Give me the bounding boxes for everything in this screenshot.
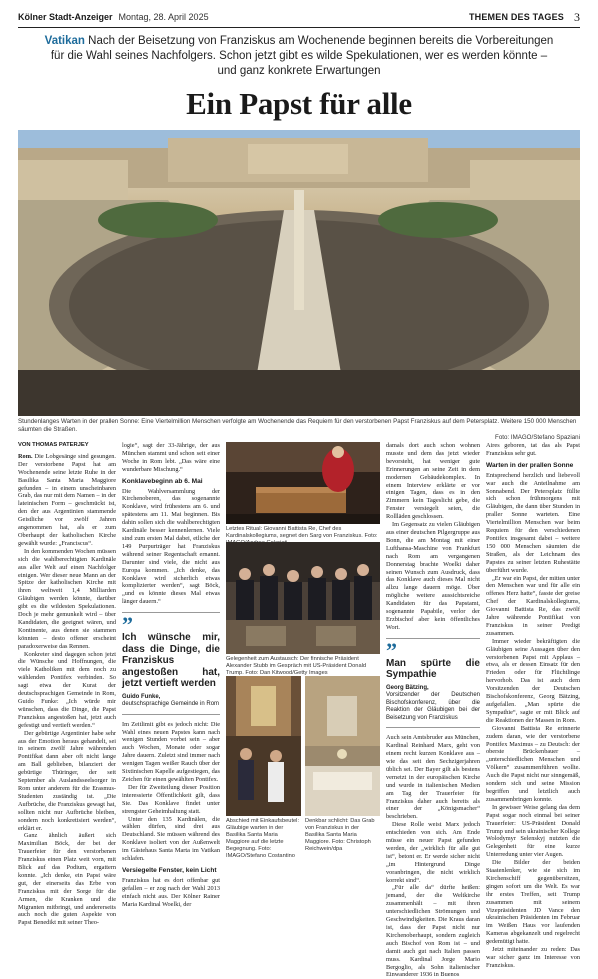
photo-credit: Foto: IMAGO/Stefano Costantino bbox=[226, 846, 295, 859]
photo-caption bbox=[226, 818, 301, 860]
column-5 bbox=[486, 442, 580, 970]
pull-quote bbox=[386, 638, 480, 729]
page-number: 3 bbox=[574, 9, 580, 24]
subhead: Versiegelte Fenster, kein Licht bbox=[122, 866, 217, 874]
paragraph: Der gebürtige Argentinier habe sehr aus der Emotion heraus gehandelt, sei in seinem zwölf Jahre währenden Pontifikat dann aber oft nicht lange am Ball geblieben, bilanziert der gebürtige Thüringer, der seit September als Auslandsseelsorger in Rom unter anderem für die Erasmus-Studenten zuständig ist. „Die Aufbrüche, die Franziskus gewagt hat, sollten nicht nur Aufbrüche bleiben, sondern noch konkretisiert werden“, erklärt er. bbox=[18, 729, 116, 832]
quote-text: Ich wünsche mir, dass die Dinge, die Franziskus angestoßen hat, jetzt vertieft werden bbox=[122, 632, 220, 690]
paragraph: In gewisser Weise gelang das dem Papst sogar noch einmal bei seiner Trauerfeier: US-Präsident Donald Trump und sein ukrainischer Kollege Wolodymyr Selenskyj nutzten die Gelegenheit für eine kurze Unterredung unter vier Augen. bbox=[486, 803, 580, 859]
paragraph: In den kommenden Wochen müssen sich die wahlberechtigten Kardinäle aus aller Welt auf einen Nachfolger einigen. Wer dieser neue Mann an der Spitze der katholischen Kirche mit ihren weltweit 1,4 Milliarden Gläubigen werden könnte, darüber gibt es die wildesten Spekulationen. Doch je mehr gemunkelt wird – über Kandidaten, die geeignet wären, und Kontinente, aus denen sie stammen könnten – desto offener erscheint paradoxerweise das Rennen. bbox=[18, 547, 116, 650]
quote-source bbox=[386, 685, 480, 723]
photo-trump-stubb bbox=[226, 542, 380, 654]
paragraph: Unter den 135 Kardinälen, die wählen dürfen, sind drei aus Deutschland. Sie müssen während des Konklave isoliert von der Außenwelt im Gästehaus Santa Marta im Vatikan schlafen. bbox=[122, 815, 220, 863]
quote-mark-icon: ” bbox=[386, 637, 397, 663]
kicker-text: Nach der Beisetzung von Franziskus am Wochenende beginnen bereits die Vorbereitungen für die Wahl seines Nachfolgers. Schon jetzt gibt es wilde Spekulationen, wer es werden könnte – und ganz konkrete Erwartungen bbox=[50, 35, 554, 77]
paragraph: Ganz ähnlich äußert sich Maximilian Böck, der bei der Trauerfeier für den verstorbenen Franziskus einen Platz weit vorn, mit Blick auf das Podium, ergattern konnte. „Ich denke, ein Papst wäre gut, der einerseits das Erbe von Franziskus mit der Sorge für die Armen, die Kranken und die Migranten mitbringt, und andererseits auch noch die guten Aspekte von Papst Benedikt mit seiner Theo- bbox=[18, 832, 116, 927]
photo-grave-franziskus bbox=[305, 676, 380, 816]
paragraph: Im Gegensatz zu vielen Gläubigen aus einer deutschen Pilgergruppe aus Bonn, die am Montag mit einer Lufthansa-Maschine von Frankfurt nach Rom am vergangenen Donnerstag brachte Woelki daher seinen Wunsch zum Ausdruck, dass das Konklave auch dieses Mal nicht allzu lange dauern möge. Über mögliche weitere aussichtsreiche Kandidaten für das Papstamt, sogenannte Papabile, verlor der Erzbischof aber kein öffentliches Wort. bbox=[386, 521, 480, 631]
paragraph bbox=[18, 453, 116, 548]
paragraph: Auch sein Amtsbruder aus München, Kardinal Reinhard Marx, geht von einem recht kurzen Konklave aus – wie das seit den Sechzigerjahren üblich sei. Der Bayer gilt als bestens vernetzt in der europäischen Kirche und wurde in italienischen Medien am Tag der Trauerfeier für Franziskus daher auch bereits als einer der „Königsmacher“ beschrieben. bbox=[386, 734, 480, 821]
column-4 bbox=[386, 442, 480, 979]
paragraph: Die Wahlversammlung der Kirchenoberen, das sogenannte Konklave, wird frühestens am 6. und spätestens am 11. Mai beginnen. Bis dahin sollen sich die wahlberechtigten Kardinäle besser kennenlernen. Viele sind zum ersten Mal dabei, etliche der 149 Purpurträger hat Franziskus während seiner Regentschaft ernannt. Darunter sind viele, die nicht aus Europa kommen. „Ich denke, das Konklave wird sicherlich etwas komplizierter werden“, sagt Böck, „und es könnte dieses Mal etwas länger dauern.“ bbox=[122, 487, 220, 606]
article-headline: Ein Papst für alle bbox=[186, 86, 412, 121]
quote-source bbox=[122, 694, 220, 709]
paragraph: Entsprechend herzlich und liebevoll war auch die Anteilnahme am Sonnabend. Der Petersplatz füllte sich schon frühmorgens mit Gläubigen, die dann über Stunden in praller Sonne warteten. Eine Viertelmillion Menschen war beim Requiem für den verschiedenen Pontifex insgesamt dabei – weitere 150 000 Menschen säumten die Straßen, als der Leichnam des Papstes zu seiner letzten Ruhestätte überführt wurde. bbox=[486, 471, 580, 574]
quote-role: deutschsprachige Gemeinde in Rom bbox=[122, 701, 220, 708]
subhead: Warten in der prallen Sonne bbox=[486, 461, 574, 469]
section-title: THEMEN DES TAGES bbox=[468, 12, 564, 22]
subhead: Konklavebeginn ab 6. Mai bbox=[122, 477, 203, 485]
page-header bbox=[18, 8, 580, 26]
paragraph: „Er war ein Papst, der mitten unter den Menschen war und für alle ein offenes Herz hatte“, fasste der greise Chef der Kardinalskollegiums, Giovanni Battista Re, das zwölf Jahre währende Pontifikat von Franziskus in seiner Predigt zusammen. bbox=[486, 574, 580, 637]
column-2 bbox=[122, 442, 220, 908]
quote-text: Man spürte die Sympathie bbox=[386, 657, 480, 681]
photo-caption bbox=[305, 818, 380, 853]
photo-caption bbox=[226, 656, 380, 677]
newspaper-name: Kölner Stadt-Anzeiger bbox=[18, 12, 113, 22]
caption-text: Letztes Ritual: Giovanni Battista Re, Chef des Kardinalskollegiums, segnet den Sarg von Franziskus. bbox=[226, 526, 363, 539]
issue-date: Montag, 28. April 2025 bbox=[118, 12, 209, 22]
quote-mark-icon: ” bbox=[122, 612, 133, 638]
paragraph: Der für Zweiteilung dieser Position interessierte Öffentlichkeit gilt, dass Sie. Das Konklave findet unter strengster Geheimhaltung statt. bbox=[122, 783, 220, 815]
paragraph: Giovanni Battista Re erinnerte zudem daran, wie der verstorbene Pontifex Maximus – zu Deutsch: der oberste Brückenbauer – „unterschiedlichen Menschen und Völkern“ zusammenführen wollte. Auch die Papst nicht nur sinngemäß, sondern sich und seine Mission begriffen und letztlich auch zusammenbringen konnte. bbox=[486, 724, 580, 803]
photo-credit: Foto: Christoph Reichwein/dpa bbox=[305, 839, 371, 852]
main-photo-credit: Foto: IMAGO/Stefano Spaziani bbox=[495, 434, 580, 441]
photo-believers-basilica bbox=[226, 676, 301, 816]
photo-credit: Foto: Dan Kitwood/Getty Images bbox=[245, 670, 328, 676]
paragraph: „Für alle da“ dürfte heißen: jemand, der die Weltkirche zusammenhält – mit ihren unterschiedlichen Strömungen und Geschwindigkeiten. Die Kraus daran ist, dass der Papst nicht nur Kirchenoberhaupt, sondern zugleich auch Bischof von Rom ist – und damit auch gut nach Italien passen muss. Kardinal Jorge Mario Bergoglio, als Sohn italienischer Einwanderer 1936 in Buenos bbox=[386, 884, 480, 979]
paragraph: damals dort auch schon wohnen musste und dem das jetzt wieder bevorsteht, hat weniger gute Erinnerungen an seine Zeit in dem modernen Gebäudekomplex. In einem Interview erklärte er vor einigen Tagen, dass es in den Zimmern kein Tageslicht gebe, die Fenster versiegelt seien, die Rollläden geschlossen. bbox=[386, 442, 480, 521]
paragraph: Aires geboren, tat das als Papst Franziskus sehr gut. bbox=[486, 442, 580, 457]
author-line: VON THOMAS PATERJEY bbox=[18, 442, 89, 448]
pull-quote bbox=[122, 612, 220, 715]
paragraph: Im Zeitlimit gibt es jedoch nicht: Die Wahl eines neuen Papstes kann nach wenigen Stunden vorbei sein – aber auch Wochen, Monate oder sogar Jahre dauern. Zuletzt sind immer nach wenigen Tagen weißer Rauch über der Sixtinischen Kapelle aufgestiegen, das Zeichen für einen gewählten Pontifex. bbox=[122, 720, 220, 783]
caption-text: Gelegenheit zum Austausch: Der finnische Präsident Alexander Stubb im Gespräch mit US-Präsident Donald Trump. bbox=[226, 656, 367, 676]
quote-name: Guido Funke, bbox=[122, 693, 161, 700]
quote-name: Georg Bätzing, bbox=[386, 684, 429, 691]
dateline: Rom. bbox=[18, 452, 33, 460]
article-kicker bbox=[40, 34, 558, 79]
article-body bbox=[18, 442, 580, 979]
main-photo-caption bbox=[18, 418, 580, 442]
paragraph: Franziskus hat es dort offenbar gut gefallen – er zog nach der Wahl 2013 einfach nicht aus. Der Kölner Rainer Maria Kardinal Woelki, der bbox=[122, 876, 220, 908]
paragraph: Die Bilder der beiden Staatenlenker, wie sie sich im Kirchenschiff gegenübersitzen, gingen sofort um die Welt. Es war ihr erstes Treffen, seit Trump zusammen mit seinem Vizepräsidenten JD Vance den ukrainischen Präsidenten im Februar im Weißen Haus vor laufenden Kameras abgekanzelt und regelrecht gedemütigt hatte. bbox=[486, 859, 580, 946]
caption-text: Denkbar schlicht: Das Grab von Franziskus in der Basilika Santa Maria Maggiore. bbox=[305, 818, 375, 845]
paragraph: Jetzt miteinander zu reden: Das war sicher ganz im Interesse von Franziskus. bbox=[486, 946, 580, 969]
kicker-tag: Vatikan bbox=[44, 35, 85, 47]
photo-credit: Foto: bbox=[364, 533, 378, 539]
main-photo-st-peters-square bbox=[18, 130, 580, 416]
caption-text: Abschied mit Einkaufsbeutel: Gläubige warten in der Basilika Santa Maria Maggiore auf die letzte Begegnung. bbox=[226, 818, 300, 852]
paragraph: Diese Rolle weist Marx jedoch entschieden von sich. Am Ende müsse ein neuer Papst gefunden werden, der „wirklich für alle gut ist“, betont er. Er werde sicher nicht „im Hintergrund Dinge voranbringen, die nicht wirklich korrekt sind“. bbox=[386, 821, 480, 884]
paragraph: logie“, sagt der 33-Jährige, der aus München stammt und schon seit einer Woche in Rom lebt. „Das wäre eine wunderbare Mischung.“ bbox=[122, 442, 220, 473]
column-1 bbox=[18, 442, 116, 927]
paragraph: Konkreter sind dagegen schon jetzt die Wünsche und Hoffnungen, die viele Katholiken mit dem noch zu wählenden Pontifex verbinden. So sagt etwa der Kurat der deutschsprachigen Gemeinde in Rom, Guido Funke: „Ich würde mir wünschen, dass die Dinge, die Papst Franziskus angestoßen hat, jetzt auch gefestigt und vertieft werden.“ bbox=[18, 650, 116, 729]
paragraph-text: Die Lobgesänge sind gesungen. Der verstorbene Papst hat am Wochenende seine letzte Ruhe in der Basilika Santa Maria Maggiore gefunden – in einem unscheinbaren Grab, das nur mit dem Namen – in der lateinischen Form – geschmückt ist, den der aus Argentinien stammende Geistliche vor zwölf Jahren angenommen hat, als er zum Oberhaupt der katholischen Kirche gewählt wurde: „Franciscus“. bbox=[18, 452, 116, 547]
quote-role: Vorsitzender der Deutschen Bischofskonferenz, über die Reaktion der Gläubigen bei der Beisetzung von Franziskus bbox=[386, 692, 480, 721]
photo-coffin-blessing bbox=[226, 442, 380, 524]
header-rule bbox=[18, 27, 580, 28]
main-caption-text: Stundenlanges Warten in der prallen Sonne: Eine Viertelmillion Menschen verfolgte am Wochenende das Requiem für den verstorbenen Papst Franziskus auf dem Petersplatz. Weitere 150 000 Menschen säumten die Straßen. bbox=[18, 418, 577, 433]
paragraph: Immer wieder bekräftigten die Gläubigen seine Aussagen über den verstorbenen Papst mit Applaus – etwa, als er dessen Einsatz für den Frieden oder für Flüchtlinge hervorhob. Das ist auch dem Vorsitzenden der Deutschen Bischofskonferenz, Georg Bätzing, aufgefallen. „Man spürte die Sympathie“, sagte er mit Blick auf die Reaktionen der Massen in Rom. bbox=[486, 637, 580, 724]
